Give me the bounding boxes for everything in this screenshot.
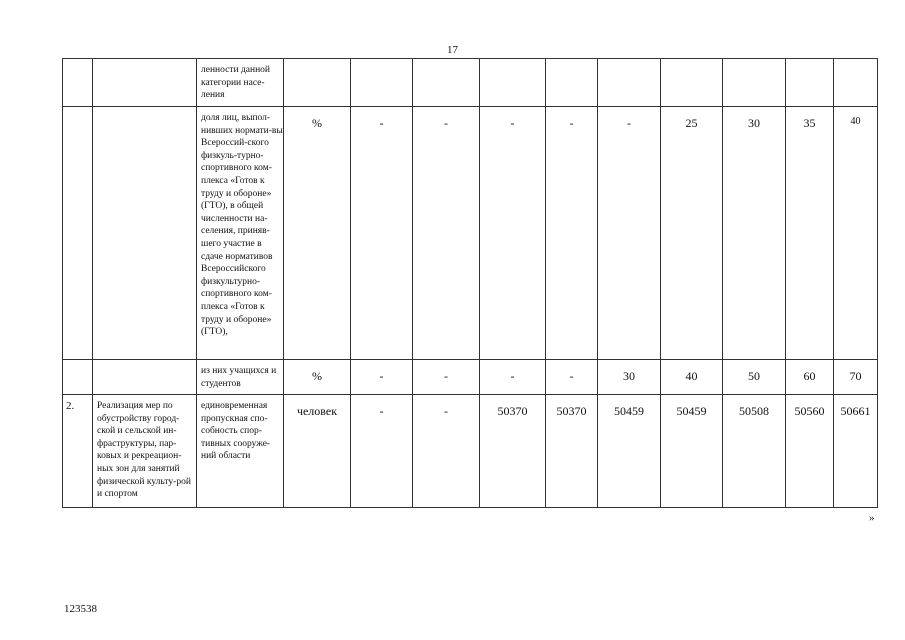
- document-code: 123538: [64, 603, 97, 615]
- value-cell: -: [546, 360, 598, 395]
- value-cell: 50370: [480, 395, 546, 508]
- value-cell: -: [598, 107, 661, 360]
- value-cell: 50459: [598, 395, 661, 508]
- row-number-cell: 2.: [63, 395, 93, 508]
- value-cell: -: [413, 360, 480, 395]
- row-number-cell: [63, 360, 93, 395]
- value-cell: 50508: [723, 395, 786, 508]
- indicator-cell: единовременная пропускная спо-собность спор-тивных сооруже-ний области: [197, 395, 284, 508]
- value-cell: [480, 59, 546, 107]
- value-cell: 70: [834, 360, 878, 395]
- value-cell: 50661: [834, 395, 878, 508]
- value-cell: 40: [834, 107, 878, 360]
- value-cell: [351, 59, 413, 107]
- value-cell: -: [480, 107, 546, 360]
- value-cell: 35: [786, 107, 834, 360]
- table-row: [63, 107, 878, 360]
- value-cell: -: [351, 107, 413, 360]
- value-cell: [598, 59, 661, 107]
- closing-quote: »: [869, 512, 875, 524]
- row-number-cell: [63, 59, 93, 107]
- indicator-cell: ленности данной категории насе-ления: [197, 59, 284, 107]
- value-cell: 50: [723, 360, 786, 395]
- unit-cell: %: [284, 107, 351, 360]
- indicator-cell: доля лиц, выпол-нивших нормати-вы Всероссий-ского физкуль-турно-спортивного ком-плекса «Готов к труду и обороне» (ГТО), в общей численности на-селения, приняв-шего участие в сдаче нормативов Всероссийского физкультурно-спортивного ком-плекса «Готов к труду и обороне» (ГТО),: [197, 107, 284, 360]
- value-cell: 50459: [661, 395, 723, 508]
- table-row: [63, 59, 878, 107]
- table-row: [63, 395, 878, 508]
- unit-cell: человек: [284, 395, 351, 508]
- unit-cell: [284, 59, 351, 107]
- value-cell: 30: [598, 360, 661, 395]
- value-cell: 40: [661, 360, 723, 395]
- value-cell: [723, 59, 786, 107]
- row-number-cell: [63, 107, 93, 360]
- value-cell: 60: [786, 360, 834, 395]
- value-cell: 30: [723, 107, 786, 360]
- value-cell: -: [413, 107, 480, 360]
- value-cell: -: [351, 395, 413, 508]
- value-cell: [413, 59, 480, 107]
- value-cell: -: [480, 360, 546, 395]
- value-cell: -: [546, 107, 598, 360]
- value-cell: 50370: [546, 395, 598, 508]
- measure-cell: [93, 107, 197, 360]
- value-cell: [661, 59, 723, 107]
- measure-cell: Реализация мер по обустройству город-ской и сельской ин-фраструктуры, пар-ковых и рекреацион-ных зон для занятий физической культу-рой и спортом: [93, 395, 197, 508]
- value-cell: [546, 59, 598, 107]
- measure-cell: [93, 360, 197, 395]
- indicator-cell: из них учащихся и студентов: [197, 360, 284, 395]
- value-cell: [834, 59, 878, 107]
- unit-cell: %: [284, 360, 351, 395]
- table-row: [63, 360, 878, 395]
- value-cell: -: [351, 360, 413, 395]
- page-number: 17: [447, 44, 458, 56]
- value-cell: 50560: [786, 395, 834, 508]
- value-cell: [786, 59, 834, 107]
- value-cell: 25: [661, 107, 723, 360]
- indicators-table: [62, 58, 878, 508]
- value-cell: -: [413, 395, 480, 508]
- measure-cell: [93, 59, 197, 107]
